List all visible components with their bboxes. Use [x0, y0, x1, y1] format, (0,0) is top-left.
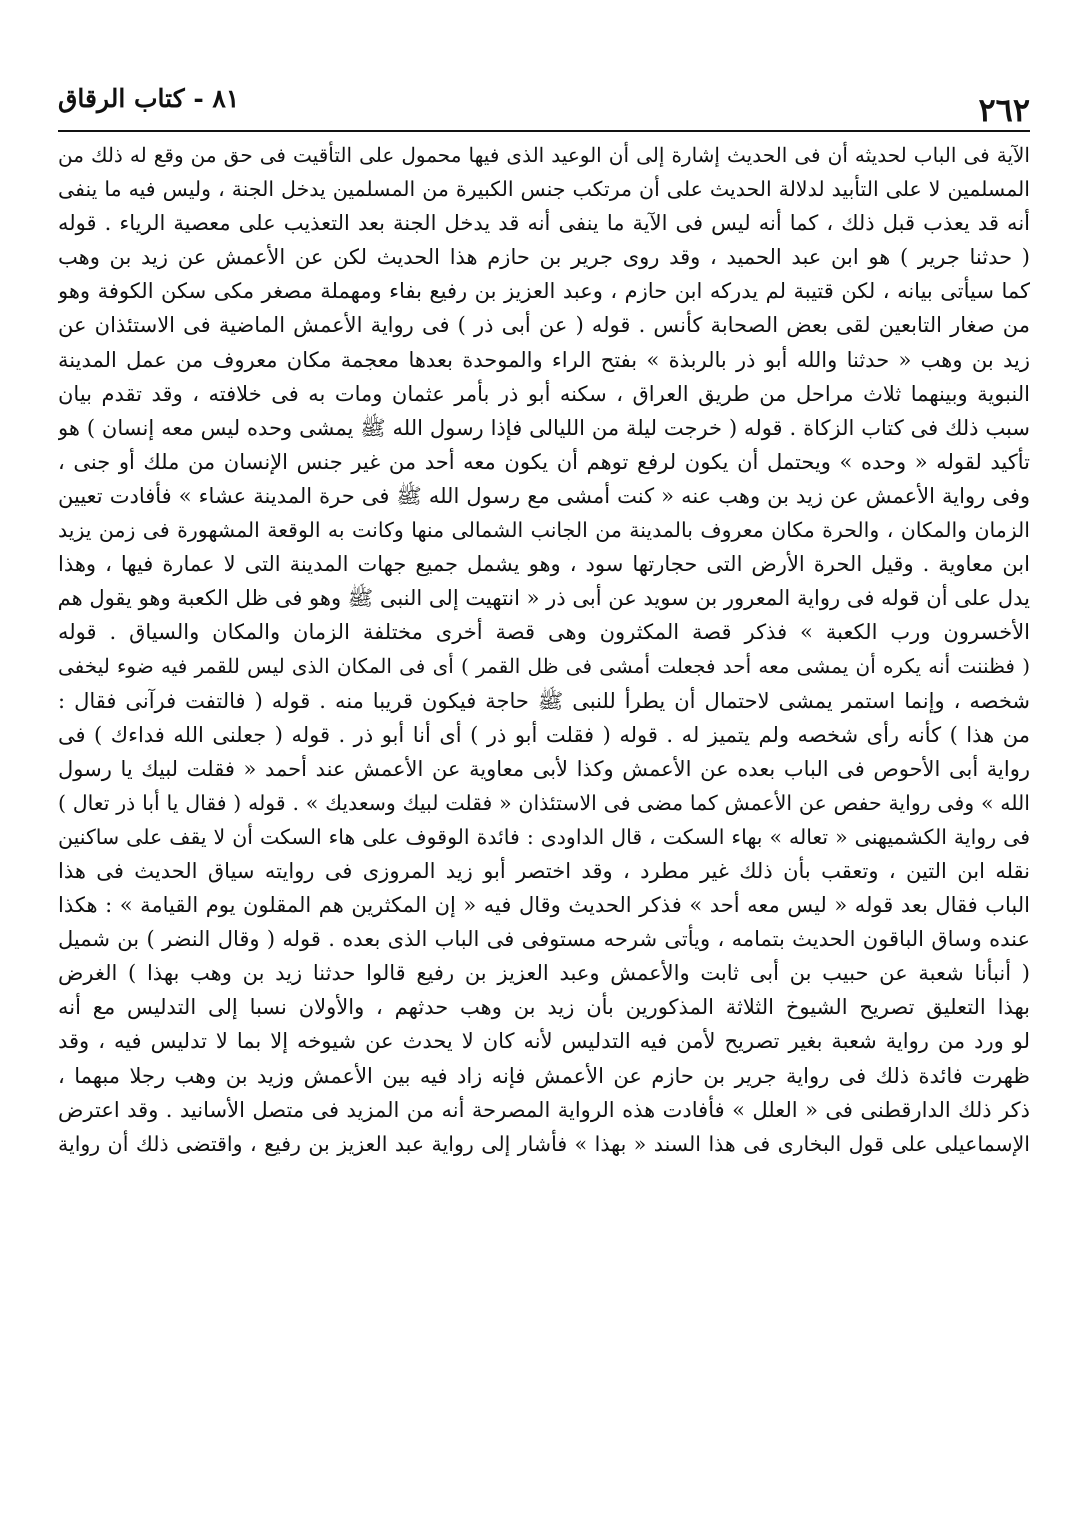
text-line: أنه قد يعذب قبل ذلك ، كما أنه ليس فى الآية ما ينفى أنه قد يدخل الجنة بعد التعذيب على معصية الرياء . قوله [58, 211, 1030, 236]
text-line: ( أنبأنا شعبة عن حبيب بن أبى ثابت والأعمش وعبد العزيز بن رفيع قالوا حدثنا زيد بن وهب بهذا ) الغرض [58, 961, 1030, 986]
text-line: فى رواية الكشميهنى « تعاله » بهاء السكت ، قال الداودى : فائدة الوقوف على هاء السكت أن لا يقف على ساكنين [58, 824, 1030, 849]
text-line: زيد بن وهب « حدثنا والله أبو ذر بالربذة » بفتح الراء والموحدة بعدها معجمة مكان معروف من عمل المدينة [58, 347, 1030, 372]
text-line: ابن معاوية . وقيل الحرة الأرض التى حجارتها سود ، وهو يشمل جميع جهات المدينة التى لا عمارة فيها ، وهذا [58, 552, 1030, 577]
text-line: من هذا ) كأنه رأى شخصه ولم يتميز له . قوله ( فقلت أبو ذر ) أى أنا أبو ذر . قوله ( جعلنى الله فداءك ) فى [58, 722, 1030, 747]
text-line: ظهرت فائدة ذلك فى رواية جرير بن حازم عن الأعمش فإنه زاد فيه بين الأعمش وزيد بن وهب رجلا مبهما ، [58, 1063, 1030, 1088]
text-line: المسلمين لا على التأبيد لدلالة الحديث على أن مرتكب جنس الكبيرة من المسلمين يدخل الجنة ، وليس فيه ما ينفى [58, 177, 1030, 202]
text-line: يدل على أن قوله فى رواية المعرور بن سويد عن أبى ذر « انتهيت إلى النبى ﷺ وهو فى ظل الكعبة وهو يقول هم [58, 586, 1030, 611]
text-line: كما سيأتى بيانه ، لكن قتيبة لم يدركه ابن حازم ، وعبد العزيز بن رفيع بفاء ومهملة مصغر مكى سكن الكوفة وهو [58, 279, 1030, 304]
text-line: من صغار التابعين لقى بعض الصحابة كأنس . قوله ( عن أبى ذر ) فى رواية الأعمش الماضية فى الاستئذان عن [58, 313, 1030, 338]
text-line: ( حدثنا جرير ) هو ابن عبد الحميد ، وقد روى جرير بن حازم هذا الحديث لكن عن الأعمش عن زيد بن وهب [58, 245, 1030, 270]
text-line: الله » وفى رواية حفص عن الأعمش كما مضى فى الاستئذان « فقلت لبيك وسعديك » . قوله ( فقال يا أبا ذر تعال ) [58, 790, 1030, 815]
text-line: وفى رواية الأعمش عن زيد بن وهب عنه « كنت أمشى مع رسول الله ﷺ فى حرة المدينة عشاء » فأفادت تعيين [58, 483, 1030, 508]
text-line: رواية أبى الأحوص فى الباب بعده عن الأعمش وكذا لأبى معاوية عن الأعمش عند أحمد « فقلت لبيك يا رسول [58, 756, 1030, 781]
page-number: ٢٦٢ [978, 91, 1030, 129]
text-line: لو ورد من رواية شعبة بغير تصريح لأمن فيه التدليس لأنه كان لا يحدث عن شيوخه إلا بما لا تدليس فيه ، وقد [58, 1029, 1030, 1054]
text-line: الإسماعيلى على قول البخارى فى هذا السند « بهذا » فأشار إلى رواية عبد العزيز بن رفيع ، واقتضى ذلك أن رواية [58, 1131, 1030, 1156]
header-rule [58, 130, 1030, 132]
text-line: الآية فى الباب لحديثه أن فى الحديث إشارة إلى أن الوعيد الذى فيها محمول على التأقيت فى حق من وقع له ذلك من [58, 143, 1030, 167]
text-line: سبب ذلك فى كتاب الزكاة . قوله ( خرجت ليلة من الليالى فإذا رسول الله ﷺ يمشى وحده ليس معه إنسان ) هو [58, 415, 1030, 440]
book-page [58, 84, 1030, 1504]
text-line: الباب فقال بعد قوله « ليس معه أحد » فذكر الحديث وقال فيه « إن المكثرين هم المقلون يوم القيامة » : هكذا [58, 893, 1030, 918]
text-line: عنده وساق الباقون الحديث بتمامه ، ويأتى شرحه مستوفى فى الباب الذى بعده . قوله ( وقال النضر ) بن شميل [58, 927, 1030, 952]
text-line: تأكيد لقوله « وحده » ويحتمل أن يكون لرفع توهم أن يكون معه أحد من غير جنس الإنسان من ملك أو جنى ، [58, 449, 1030, 474]
body-text [58, 138, 1030, 1161]
text-line: الأخسرون ورب الكعبة » فذكر قصة المكثرون وهى قصة أخرى مختلفة الزمان والمكان والسياق . قوله [58, 620, 1030, 645]
running-title: ٨١ - كتاب الرقاق [58, 84, 240, 113]
text-line: نقله ابن التين ، وتعقب بأن ذلك غير مطرد ، وقد اختصر أبو زيد المروزى فى روايته سياق الحديث فى هذا [58, 858, 1030, 883]
text-line: ( فظننت أنه يكره أن يمشى معه أحد فجعلت أمشى فى ظل القمر ) أى فى المكان الذى ليس للقمر فيه ضوء ليخفى [58, 654, 1030, 679]
text-line: النبوية وبينهما ثلاث مراحل من طريق العراق ، سكنه أبو ذر بأمر عثمان ومات به فى خلافته ، وقد تقدم بيان [58, 381, 1030, 406]
text-line: شخصه ، وإنما استمر يمشى لاحتمال أن يطرأ للنبى ﷺ حاجة فيكون قريبا منه . قوله ( فالتفت فرآنى فقال : [58, 688, 1030, 713]
text-line: الزمان والمكان ، والحرة مكان معروف بالمدينة من الجانب الشمالى منها وكانت به الوقعة المشهورة فى زمن يزيد [58, 518, 1030, 543]
text-line: ذكر ذلك الدارقطنى فى « العلل » فأفادت هذه الرواية المصرحة أنه من المزيد فى متصل الأسانيد . وقد اعترض [58, 1097, 1030, 1122]
page-header [58, 84, 1030, 128]
text-line: بهذا التعليق تصريح الشيوخ الثلاثة المذكورين بأن زيد بن وهب حدثهم ، والأولان نسبا إلى التدليس مع أنه [58, 995, 1030, 1020]
